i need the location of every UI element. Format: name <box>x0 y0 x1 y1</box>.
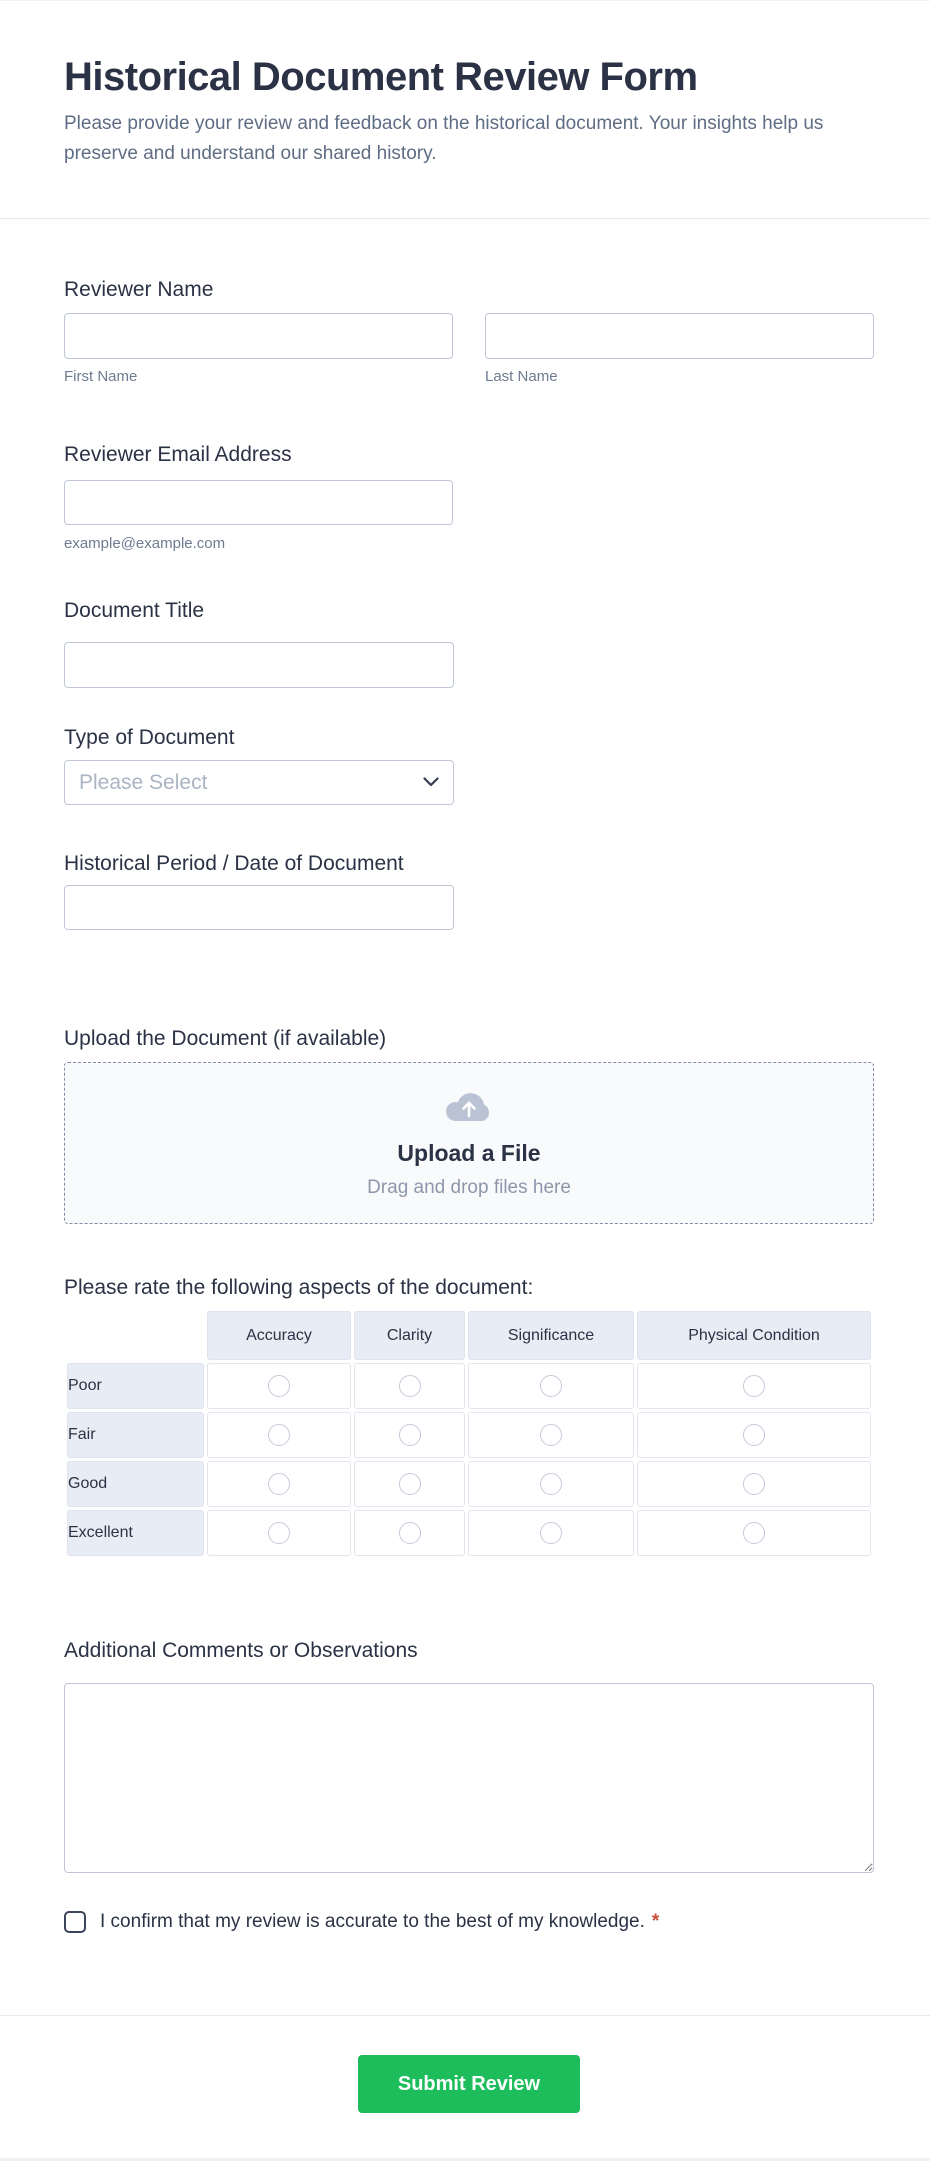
reviewer-name-label: Reviewer Name <box>64 278 214 301</box>
radio-excellent-significance[interactable] <box>540 1522 562 1544</box>
form-footer <box>0 2015 930 2113</box>
radio-poor-physical-condition[interactable] <box>743 1375 765 1397</box>
radio-excellent-clarity[interactable] <box>399 1522 421 1544</box>
page-subtitle: Please provide your review and feedback on the historical document. Your insights help us preserve and understand our shared history. <box>64 113 824 164</box>
matrix-col-significance: Significance <box>468 1311 634 1360</box>
reviewer-name-sublabels <box>64 368 874 385</box>
matrix-rowlabel-excellent: Excellent <box>67 1510 204 1556</box>
matrix-rowlabel-good: Good <box>67 1461 204 1507</box>
radio-excellent-physical-condition[interactable] <box>743 1522 765 1544</box>
reviewer-name-row <box>64 313 874 359</box>
matrix-row-fair <box>67 1412 871 1458</box>
submit-button[interactable]: Submit Review <box>358 2055 580 2113</box>
radio-excellent-accuracy[interactable] <box>268 1522 290 1544</box>
radio-fair-physical-condition[interactable] <box>743 1424 765 1446</box>
radio-poor-clarity[interactable] <box>399 1375 421 1397</box>
matrix-col-physical-condition: Physical Condition <box>637 1311 871 1360</box>
form-header <box>0 1 930 219</box>
radio-poor-accuracy[interactable] <box>268 1375 290 1397</box>
matrix-corner-cell <box>67 1311 204 1360</box>
matrix-col-accuracy: Accuracy <box>207 1311 351 1360</box>
upload-label: Upload the Document (if available) <box>64 1027 387 1050</box>
matrix-row-poor <box>67 1363 871 1409</box>
radio-good-accuracy[interactable] <box>268 1473 290 1495</box>
period-input[interactable] <box>64 885 454 930</box>
document-type-select[interactable] <box>64 760 454 805</box>
radio-good-significance[interactable] <box>540 1473 562 1495</box>
chevron-down-icon <box>423 774 439 792</box>
email-hint: example@example.com <box>64 535 226 552</box>
confirm-row <box>64 1911 874 1933</box>
document-title-input[interactable] <box>64 642 454 688</box>
cloud-upload-icon <box>443 1088 495 1128</box>
upload-button-text: Upload a File <box>397 1139 541 1166</box>
first-name-sublabel: First Name <box>64 368 138 385</box>
document-title-label: Document Title <box>64 599 205 622</box>
email-input[interactable] <box>64 480 453 525</box>
rating-matrix <box>64 1308 874 1559</box>
matrix-row-good <box>67 1461 871 1507</box>
document-type-label: Type of Document <box>64 726 235 749</box>
confirm-label: I confirm that my review is accurate to the best of my knowledge. <box>100 1911 645 1932</box>
radio-fair-significance[interactable] <box>540 1424 562 1446</box>
rating-matrix-label: Please rate the following aspects of the document: <box>64 1276 534 1299</box>
radio-fair-accuracy[interactable] <box>268 1424 290 1446</box>
radio-good-physical-condition[interactable] <box>743 1473 765 1495</box>
upload-drag-text: Drag and drop files here <box>367 1176 571 1198</box>
required-asterisk: * <box>651 1911 660 1932</box>
email-label: Reviewer Email Address <box>64 443 292 466</box>
matrix-header-row <box>67 1311 871 1360</box>
document-type-placeholder: Please Select <box>79 770 208 794</box>
matrix-row-excellent <box>67 1510 871 1556</box>
last-name-sublabel: Last Name <box>485 368 558 385</box>
matrix-rowlabel-fair: Fair <box>67 1412 204 1458</box>
last-name-input[interactable] <box>485 313 874 359</box>
comments-label: Additional Comments or Observations <box>64 1639 418 1662</box>
page-title: Historical Document Review Form <box>64 55 698 99</box>
matrix-col-clarity: Clarity <box>354 1311 465 1360</box>
period-label: Historical Period / Date of Document <box>64 852 404 875</box>
comments-textarea[interactable] <box>64 1683 874 1873</box>
radio-fair-clarity[interactable] <box>399 1424 421 1446</box>
matrix-rowlabel-poor: Poor <box>67 1363 204 1409</box>
file-dropzone[interactable] <box>64 1062 874 1224</box>
radio-good-clarity[interactable] <box>399 1473 421 1495</box>
radio-poor-significance[interactable] <box>540 1375 562 1397</box>
confirm-checkbox[interactable] <box>64 1911 86 1933</box>
first-name-input[interactable] <box>64 313 453 359</box>
form-body <box>0 276 930 1933</box>
